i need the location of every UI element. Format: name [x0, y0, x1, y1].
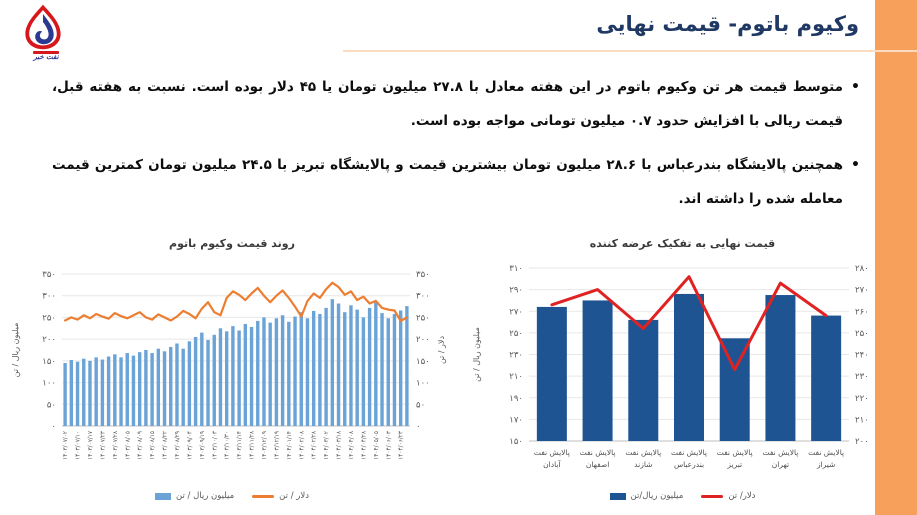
svg-text:۱۴۰۴/۰۴/۰۸: ۱۴۰۴/۰۴/۰۸ — [349, 431, 355, 460]
price-trend-chart-title: روند قیمت وکیوم باتوم — [169, 237, 295, 250]
price-trend-chart — [6, 237, 458, 513]
legend-label: میلیون ریال / تن — [175, 491, 235, 501]
svg-text:۲۶۰: ۲۶۰ — [855, 307, 869, 318]
svg-text:۱۴۰۳/۰۷/۱۰: ۱۴۰۳/۰۷/۱۰ — [75, 431, 82, 460]
legend-item — [252, 491, 309, 501]
svg-text:پالایش نفت: پالایش نفت — [762, 448, 799, 457]
svg-text:پالایش نفت: پالایش نفت — [579, 448, 616, 457]
svg-text:شیراز: شیراز — [816, 460, 836, 469]
legend-label: میلیون ریال/تن — [630, 491, 684, 501]
legend-item — [155, 491, 234, 501]
svg-text:۱۴۰۴/۰۴/۲۸: ۱۴۰۴/۰۴/۲۸ — [361, 431, 368, 460]
svg-text:۱۴۰۳/۰۸/۰۵: ۱۴۰۳/۰۸/۰۵ — [125, 431, 132, 460]
svg-text:۱۴۰۳/۱۰/۰۳: ۱۴۰۳/۱۰/۰۳ — [212, 431, 219, 460]
svg-text:۳۱۰: ۳۱۰ — [509, 264, 523, 274]
svg-text:۱۴۰۴/۰۲/۰۸: ۱۴۰۴/۰۲/۰۸ — [299, 431, 306, 460]
svg-text:۱۵۰: ۱۵۰ — [509, 437, 523, 447]
legend-bar-swatch — [155, 493, 171, 500]
bar-series — [63, 299, 408, 426]
svg-text:۰: ۰ — [51, 422, 56, 432]
svg-text:۱۹۰: ۱۹۰ — [509, 393, 523, 404]
supplier-price-legend — [459, 491, 906, 501]
svg-text:بندرعباس: بندرعباس — [673, 460, 705, 469]
price-trend-plot — [6, 254, 458, 492]
svg-text:۱۴۰۳/۱۰/۳۰: ۱۴۰۳/۱۰/۳۰ — [224, 431, 231, 460]
legend-bar-swatch — [610, 493, 626, 500]
svg-text:اصفهان: اصفهان — [585, 460, 610, 469]
svg-text:۱۷۰: ۱۷۰ — [509, 415, 523, 426]
title-underline — [343, 50, 917, 52]
svg-text:آبادان: آبادان — [543, 460, 561, 469]
svg-text:پالایش نفت: پالایش نفت — [533, 448, 570, 457]
svg-text:۲۵۰: ۲۵۰ — [855, 328, 869, 339]
svg-text:پالایش نفت: پالایش نفت — [716, 448, 753, 457]
svg-text:۱۴۰۳/۰۸/۱۵: ۱۴۰۳/۰۸/۱۵ — [150, 431, 157, 460]
svg-text:۱۴۰۳/۱۲/۱۹: ۱۴۰۳/۱۲/۱۹ — [274, 431, 281, 460]
svg-text:۲۰۰: ۲۰۰ — [855, 437, 869, 447]
svg-text:پالایش نفت: پالایش نفت — [625, 448, 662, 457]
bullet-average-price: • متوسط قیمت هر تن وکیوم باتوم در این هفته معادل با ۲۷.۸ میلیون تومان یا ۴۵ دلار بوده است. نسبت به هفته قبل، قیمت ریالی با افزایش حدود ۰.۷ میلیون تومانی مواجه بوده است. — [52, 70, 860, 139]
legend-line-swatch — [701, 495, 723, 498]
svg-text:۱۴۰۳/۰۸/۰۹: ۱۴۰۳/۰۸/۰۹ — [137, 431, 144, 460]
svg-text:۱۴۰۳/۱۱/۱۴: ۱۴۰۳/۱۱/۱۴ — [237, 431, 244, 460]
supplier-price-chart — [459, 237, 906, 513]
svg-text:۲۰۰: ۲۰۰ — [42, 335, 56, 346]
svg-text:۱۴۰۳/۰۷/۱۷: ۱۴۰۳/۰۷/۱۷ — [88, 431, 94, 460]
svg-text:۲۵۰: ۲۵۰ — [416, 313, 430, 324]
svg-text:۲۷۰: ۲۷۰ — [855, 285, 869, 296]
legend-label: دلار / تن — [279, 491, 309, 501]
svg-text:۲۸۰: ۲۸۰ — [855, 264, 869, 274]
summary-bullets — [52, 70, 860, 226]
svg-text:۰: ۰ — [416, 422, 421, 432]
supplier-price-chart-title: قیمت نهایی به تفکیک عرضه کننده — [589, 237, 776, 250]
svg-text:۱۴۰۳/۰۷/۰۲: ۱۴۰۳/۰۷/۰۲ — [63, 431, 70, 460]
svg-text:۱۴۰۴/۰۲/۲۸: ۱۴۰۴/۰۲/۲۸ — [311, 431, 318, 460]
flame-logo-icon — [20, 4, 66, 50]
svg-text:شازند: شازند — [634, 460, 653, 469]
svg-text:۲۱۰: ۲۱۰ — [855, 415, 869, 426]
svg-text:پالایش نفت: پالایش نفت — [671, 448, 707, 457]
svg-text:۲۷۰: ۲۷۰ — [509, 307, 523, 318]
logo-caption: نفت خبر — [33, 53, 59, 61]
svg-text:۲۳۰: ۲۳۰ — [855, 372, 869, 383]
svg-text:۳۰۰: ۳۰۰ — [42, 291, 56, 302]
svg-text:۱۴۰۴/۰۳/۰۲: ۱۴۰۴/۰۳/۰۲ — [324, 431, 331, 460]
page-title: وکیوم باتوم- قیمت نهایی — [596, 12, 859, 36]
svg-text:۲۵۰: ۲۵۰ — [42, 313, 56, 324]
svg-text:۲۰۰: ۲۰۰ — [416, 335, 430, 346]
svg-text:۱۴۰۳/۰۸/۲۹: ۱۴۰۳/۰۸/۲۹ — [175, 431, 181, 460]
svg-text:تهران: تهران — [771, 460, 790, 469]
svg-text:۱۴۰۳/۰۷/۲۸: ۱۴۰۳/۰۷/۲۸ — [112, 431, 119, 460]
svg-text:۱۰۰: ۱۰۰ — [42, 378, 56, 389]
svg-text:۲۴۰: ۲۴۰ — [855, 350, 869, 361]
svg-text:۳۰۰: ۳۰۰ — [416, 291, 430, 302]
svg-text:۱۴۰۴/۰۱/۱۴: ۱۴۰۴/۰۱/۱۴ — [286, 431, 293, 460]
svg-text:۵۰: ۵۰ — [46, 400, 56, 411]
supplier-price-plot — [459, 254, 906, 492]
accent-side-bar — [875, 0, 917, 515]
legend-label: دلار/ تن — [728, 491, 756, 501]
svg-text:۱۴۰۳/۰۹/۰۴: ۱۴۰۳/۰۹/۰۴ — [187, 431, 194, 460]
legend-line-swatch — [252, 495, 274, 498]
svg-text:۲۱۰: ۲۱۰ — [509, 372, 523, 383]
svg-text:۱۴۰۳/۱۱/۲۸: ۱۴۰۳/۱۱/۲۸ — [249, 431, 256, 460]
svg-text:میلیون ریال / تن: میلیون ریال / تن — [472, 327, 481, 382]
svg-text:۱۰۰: ۱۰۰ — [416, 378, 430, 389]
svg-text:۲۹۰: ۲۹۰ — [509, 285, 523, 296]
legend-item — [610, 491, 684, 501]
svg-text:۵۰: ۵۰ — [416, 400, 426, 411]
svg-text:۲۵۰: ۲۵۰ — [509, 328, 523, 339]
svg-text:۱۴۰۳/۰۸/۲۲: ۱۴۰۳/۰۸/۲۲ — [162, 431, 169, 460]
svg-text:۲۲۰: ۲۲۰ — [855, 393, 869, 404]
company-logo — [20, 4, 72, 61]
svg-text:۱۴۰۴/۰۵/۰۵: ۱۴۰۴/۰۵/۰۵ — [373, 431, 380, 460]
legend-item — [701, 491, 755, 501]
svg-text:۳۵۰: ۳۵۰ — [416, 270, 430, 280]
svg-text:۳۵۰: ۳۵۰ — [42, 270, 56, 280]
svg-text:۱۴۰۳/۱۲/۰۹: ۱۴۰۳/۱۲/۰۹ — [262, 431, 268, 460]
svg-text:۱۴۰۳/۰۷/۲۳: ۱۴۰۳/۰۷/۲۳ — [100, 431, 107, 460]
svg-text:۱۴۰۴/۰۶/۰۳: ۱۴۰۴/۰۶/۰۳ — [386, 431, 393, 460]
svg-text:۱۴۰۳/۰۹/۱۹: ۱۴۰۳/۰۹/۱۹ — [199, 431, 206, 460]
svg-text:میلیون ریال / تن: میلیون ریال / تن — [11, 322, 20, 378]
svg-text:۱۴۰۴/۰۶/۲۳: ۱۴۰۴/۰۶/۲۳ — [398, 431, 405, 460]
svg-text:تبریز: تبریز — [727, 460, 743, 469]
svg-text:۱۵۰: ۱۵۰ — [42, 356, 56, 367]
bullet-refinery-minmax: • همچنین پالایشگاه بندرعباس با ۲۸.۶ میلیون تومان بیشترین قیمت و پالایشگاه تبریز با ۲۴.۵ میلیون تومان کمترین قیمت معامله شده را داشته اند. — [52, 148, 860, 217]
svg-text:دلار / تن: دلار / تن — [437, 335, 446, 365]
svg-text:۲۳۰: ۲۳۰ — [509, 350, 523, 361]
price-trend-legend — [6, 491, 458, 501]
svg-text:پالایش نفت: پالایش نفت — [808, 448, 845, 457]
svg-text:۱۴۰۴/۰۳/۱۸: ۱۴۰۴/۰۳/۱۸ — [336, 431, 343, 460]
svg-text:۱۵۰: ۱۵۰ — [416, 356, 430, 367]
